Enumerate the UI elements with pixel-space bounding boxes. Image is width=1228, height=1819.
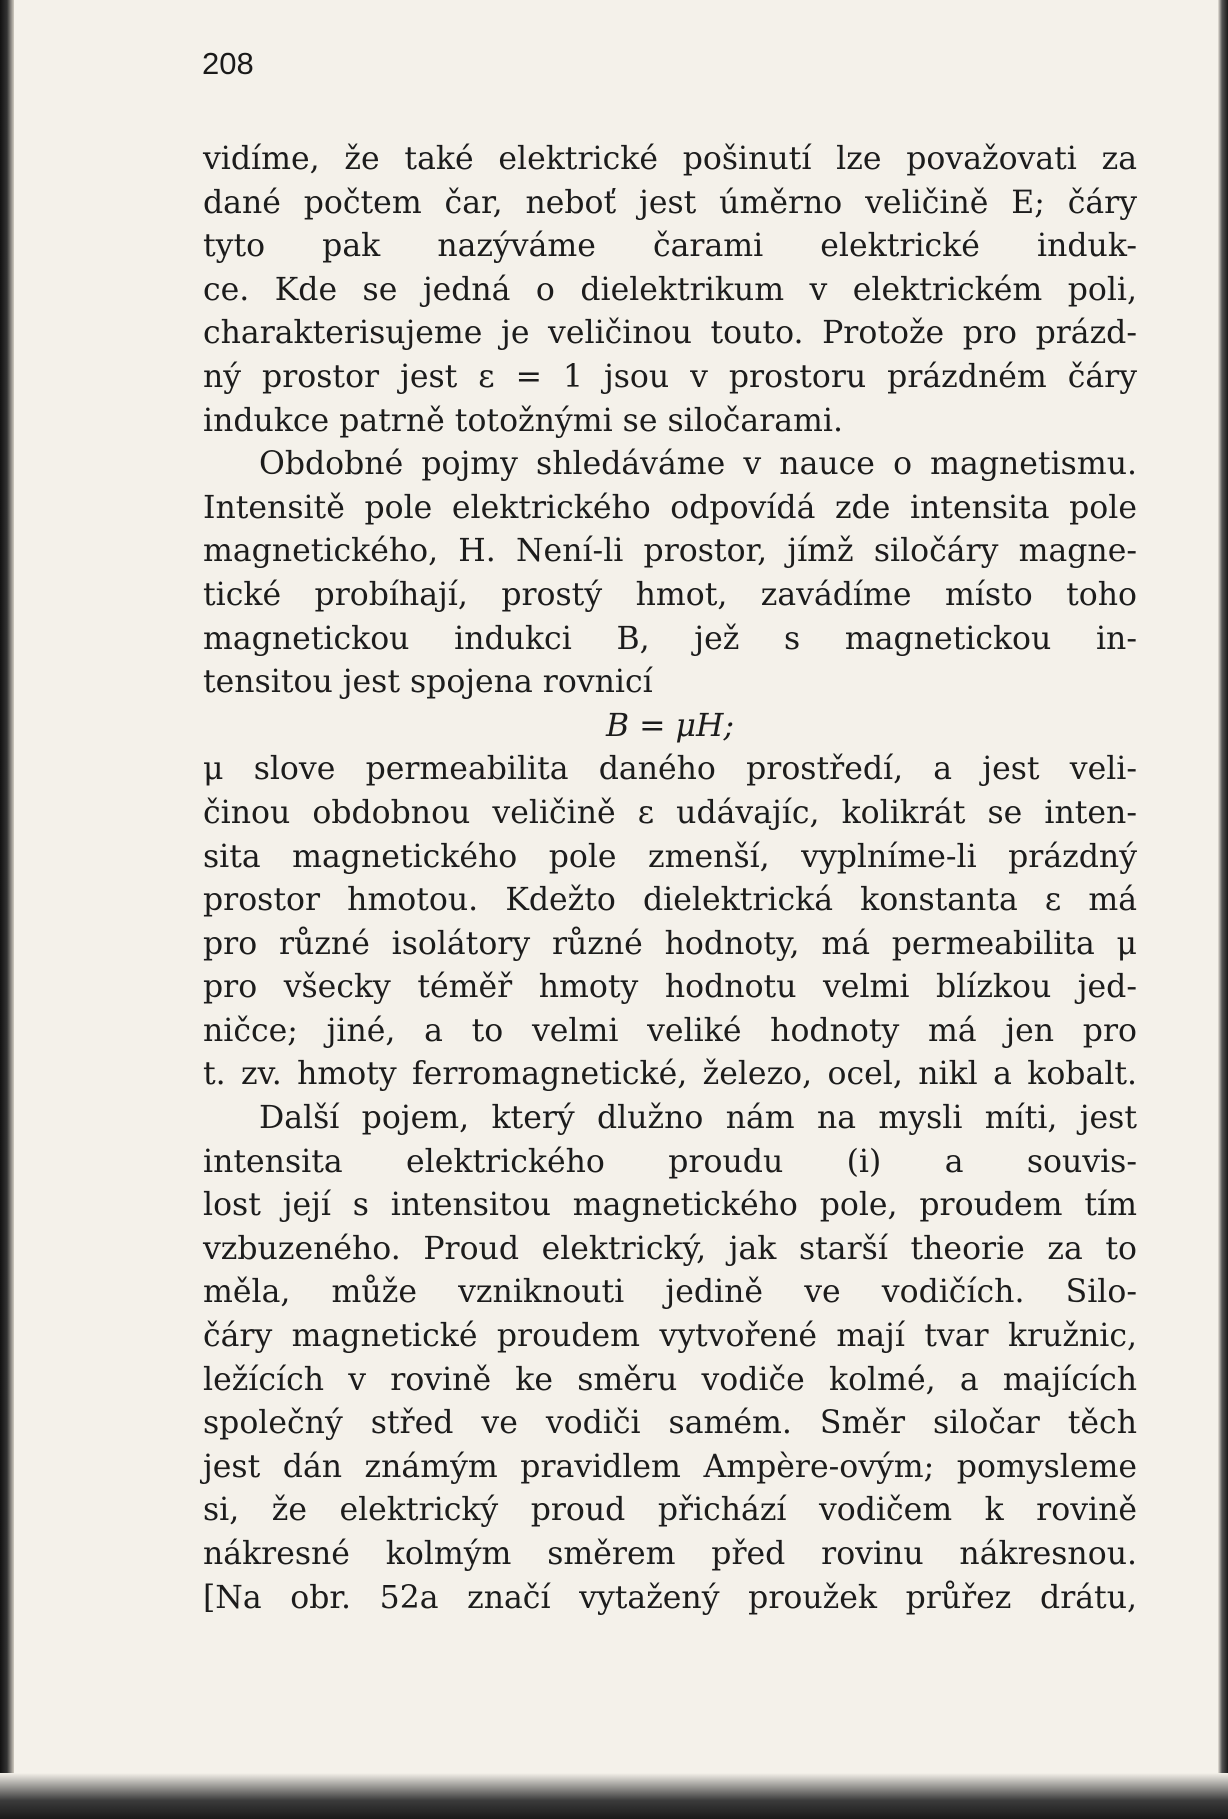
text-line: t. zv. hmoty ferromagnetické, železo, ocel, nikl a kobalt. — [203, 1056, 1137, 1093]
text-line: tické probíhají, prostý hmot, zavádíme místo toho — [203, 576, 1137, 613]
page-edge-right — [1218, 0, 1228, 1819]
text-line: lost její s intensitou magnetického pole, proudem tím — [203, 1187, 1137, 1224]
text-line: μ slove permeabilita daného prostředí, a jest veli- — [203, 751, 1137, 788]
text-line: ce. Kde se jedná o dielektrikum v elektrickém poli, — [203, 271, 1137, 308]
text-line: vzbuzeného. Proud elektrický, jak starší theorie za to — [203, 1230, 1137, 1267]
text-line: [Na obr. 52a značí vytažený proužek průřez drátu, — [203, 1579, 1137, 1616]
text-line: pro všecky téměř hmoty hodnotu velmi blízkou jed- — [203, 969, 1137, 1006]
text-line: ležících v rovině ke směru vodiče kolmé, a majících — [203, 1361, 1137, 1398]
text-line: měla, může vzniknouti jedině ve vodičích. Silo- — [203, 1274, 1137, 1311]
text-line: intensita elektrického proudu (i) a souvis- — [203, 1143, 1137, 1180]
text-line: si, že elektrický proud přichází vodičem k rovině — [203, 1492, 1137, 1529]
text-line: magnetického, H. Není-li prostor, jímž siločáry magne- — [203, 533, 1137, 570]
text-line: Intensitě pole elektrického odpovídá zde intensita pole — [203, 489, 1137, 526]
text-line: tensitou jest spojena rovnicí — [203, 664, 653, 701]
text-line: ný prostor jest ε = 1 jsou v prostoru prázdném čáry — [203, 358, 1137, 395]
page-number: 208 — [202, 46, 254, 81]
text-line: dané počtem čar, neboť jest úměrno veličině E; čáry — [203, 184, 1137, 221]
text-line: jest dán známým pravidlem Ampère-ovým; pomysleme — [203, 1448, 1137, 1485]
text-line: prostor hmotou. Kdežto dielektrická konstanta ε má — [203, 882, 1137, 919]
paragraph-start: Další pojem, který dlužno nám na mysli míti, jest — [259, 1100, 1137, 1137]
text-line: charakterisujeme je veličinou touto. Protože pro prázd- — [203, 315, 1137, 352]
text-line: společný střed ve vodiči samém. Směr siločar těch — [203, 1405, 1137, 1442]
page-edge-left — [0, 0, 14, 1819]
page-edge-bottom — [0, 1773, 1228, 1819]
text-line: indukce patrně totožnými se siločarami. — [203, 402, 843, 439]
text-line: sita magnetického pole zmenší, vyplníme-li prázdný — [203, 838, 1137, 875]
text-line: tyto pak nazýváme čarami elektrické induk- — [203, 228, 1137, 265]
text-line: čáry magnetické proudem vytvořené mají tvar kružnic, — [203, 1318, 1137, 1355]
text-line: pro různé isolátory různé hodnoty, má permeabilita μ — [203, 925, 1137, 962]
text-line: činou obdobnou veličině ε udávajíc, kolikrát se inten- — [203, 794, 1137, 831]
text-line: ničce; jiné, a to velmi veliké hodnoty má jen pro — [203, 1012, 1137, 1049]
text-line: vidíme, že také elektrické pošinutí lze považovati za — [203, 141, 1137, 177]
text-line: magnetickou indukci B, jež s magnetickou in- — [203, 620, 1137, 657]
equation: B = μH; — [605, 707, 735, 744]
paragraph-start: Obdobné pojmy shledáváme v nauce o magnetismu. — [259, 446, 1137, 483]
text-line: nákresné kolmým směrem před rovinu nákresnou. — [203, 1536, 1137, 1572]
body-text — [203, 138, 1137, 1620]
